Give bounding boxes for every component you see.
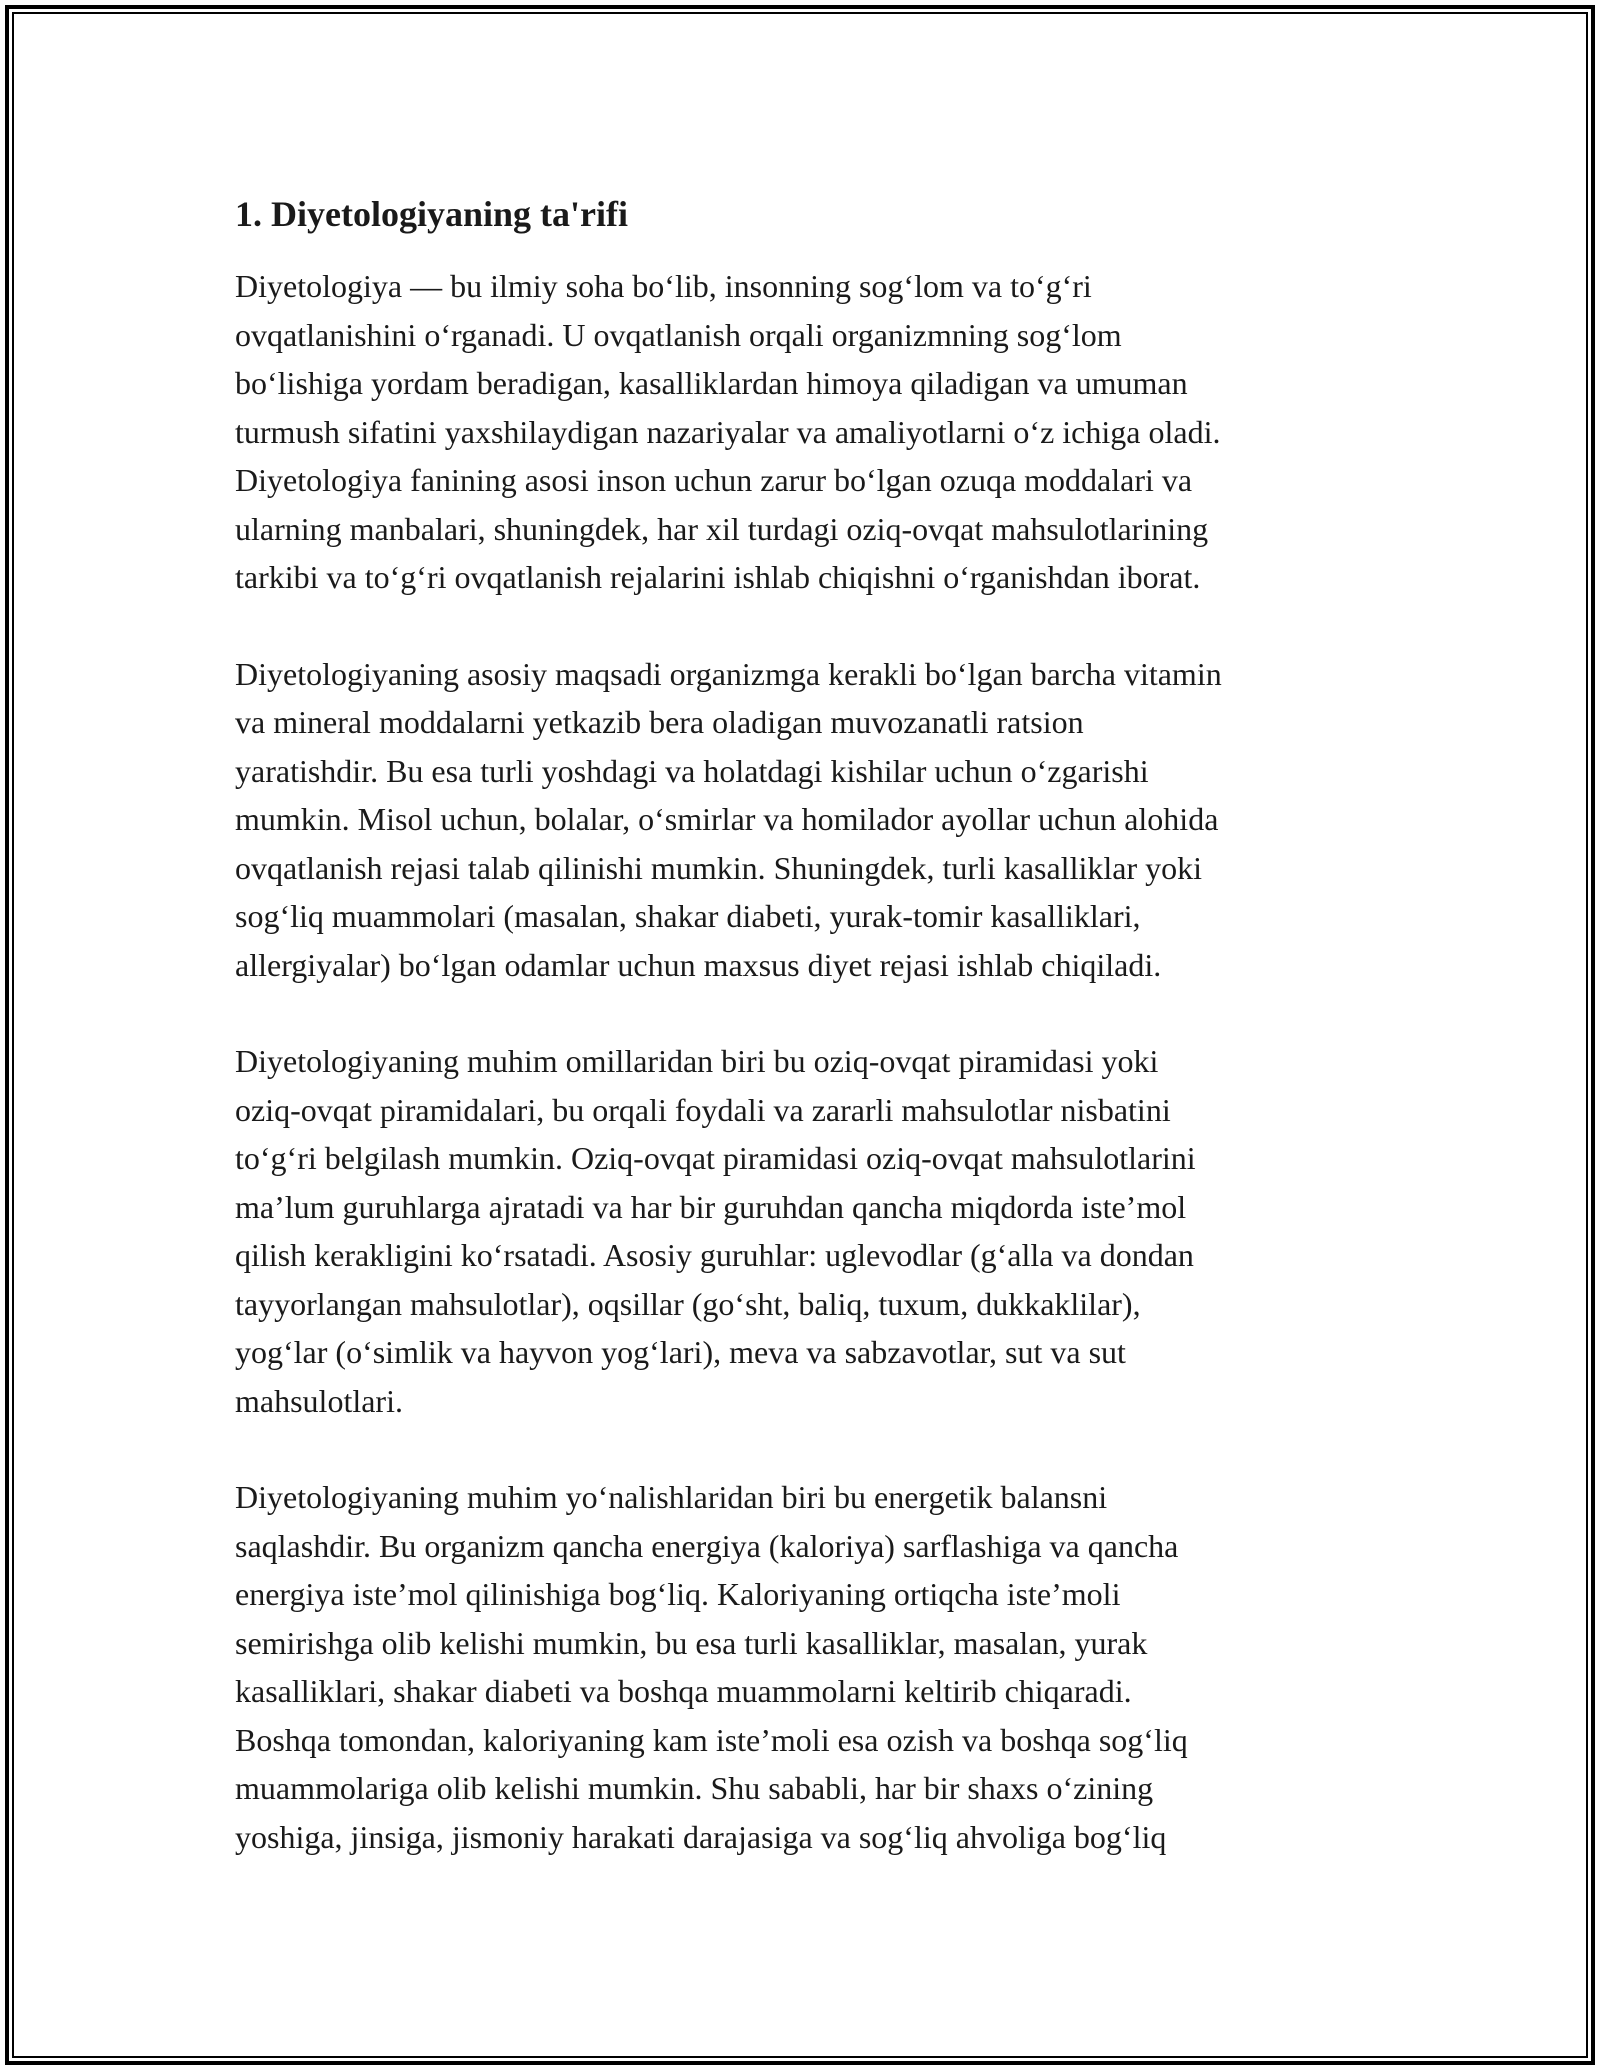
text-line: energiya iste’mol qilinishiga bog‘liq. Kaloriyaning ortiqcha iste’moli [235, 1576, 1121, 1612]
text-line: tarkibi va to‘g‘ri ovqatlanish rejalarini ishlab chiqishni o‘rganishdan iborat. [235, 559, 1201, 595]
text-line: semirishga olib kelishi mumkin, bu esa turli kasalliklar, masalan, yurak [235, 1624, 1148, 1661]
text-line: bo‘lishiga yordam beradigan, kasalliklardan himoya qiladigan va umuman [235, 365, 1188, 401]
text-line: va mineral moddalarni yetkazib bera oladigan muvozanatli ratsion [235, 704, 1084, 740]
paragraph-list [235, 262, 1385, 1861]
text-line: yoshiga, jinsiga, jismoniy harakati darajasiga va sog‘liq ahvoliga bog‘liq [235, 1818, 1167, 1855]
text-line: oziq-ovqat piramidalari, bu orqali foydali va zararli mahsulotlar nisbatini [235, 1091, 1171, 1128]
text-line: allergiyalar) bo‘lgan odamlar uchun maxsus diyet rejasi ishlab chiqiladi. [235, 946, 1162, 983]
paragraph-3 [235, 1037, 1385, 1425]
text-line: ularning manbalari, shuningdek, har xil turdagi oziq-ovqat mahsulotlarining [235, 510, 1209, 547]
text-line: ovqatlanishini o‘rganadi. U ovqatlanish orqali organizmning sog‘lom [235, 316, 1122, 353]
text-line: Diyetologiya — bu ilmiy soha bo‘lib, insonning sog‘lom va to‘g‘ri [235, 268, 1092, 304]
text-line: kasalliklari, shakar diabeti va boshqa muammolarni keltirib chiqaradi. [235, 1673, 1132, 1709]
text-line: Diyetologiyaning muhim yo‘nalishlaridan biri bu energetik balansni [235, 1479, 1108, 1515]
text-line: mahsulotlari. [235, 1382, 403, 1419]
text-line: yog‘lar (o‘simlik va hayvon yog‘lari), meva va sabzavotlar, sut va sut [235, 1334, 1126, 1370]
text-line: Diyetologiyaning asosiy maqsadi organizmga kerakli bo‘lgan barcha vitamin [235, 655, 1222, 692]
paragraph-1 [235, 262, 1385, 602]
text-line: saqlashdir. Bu organizm qancha energiya (kaloriya) sarflashiga va qancha [235, 1527, 1179, 1564]
text-line: Boshqa tomondan, kaloriyaning kam iste’moli esa ozish va boshqa sog‘liq [235, 1721, 1188, 1758]
text-line: ma’lum guruhlarga ajratadi va har bir guruhdan qancha miqdorda iste’mol [235, 1188, 1187, 1225]
text-line: Diyetologiyaning muhim omillaridan biri bu oziq-ovqat piramidasi yoki [235, 1043, 1159, 1079]
text-line: Diyetologiya fanining asosi inson uchun zarur bo‘lgan ozuqa moddalari va [235, 462, 1193, 498]
text-line: ovqatlanish rejasi talab qilinishi mumkin. Shuningdek, turli kasalliklar yoki [235, 849, 1202, 886]
text-line: qilish kerakligini ko‘rsatadi. Asosiy guruhlar: uglevodlar (g‘alla va dondan [235, 1237, 1194, 1273]
paragraph-2 [235, 650, 1385, 990]
text-line: to‘g‘ri belgilash mumkin. Oziq-ovqat piramidasi oziq-ovqat mahsulotlarini [235, 1140, 1196, 1176]
text-line: sog‘liq muammolari (masalan, shakar diabeti, yurak-tomir kasalliklari, [235, 898, 1141, 934]
text-line: tayyorlangan mahsulotlar), oqsillar (go‘sht, baliq, tuxum, dukkaklilar), [235, 1285, 1141, 1322]
document-body [235, 190, 1385, 1909]
paragraph-4 [235, 1473, 1385, 1861]
text-line: turmush sifatini yaxshilaydigan nazariyalar va amaliyotlarni o‘z ichiga oladi. [235, 413, 1221, 450]
text-line: yaratishdir. Bu esa turli yoshdagi va holatdagi kishilar uchun o‘zgarishi [235, 752, 1149, 789]
text-line: mumkin. Misol uchun, bolalar, o‘smirlar va homilador ayollar uchun alohida [235, 801, 1219, 837]
text-line: muammolariga olib kelishi mumkin. Shu sababli, har bir shaxs o‘zining [235, 1770, 1154, 1806]
section-heading: 1. Diyetologiyaning ta'rifi [235, 194, 628, 234]
